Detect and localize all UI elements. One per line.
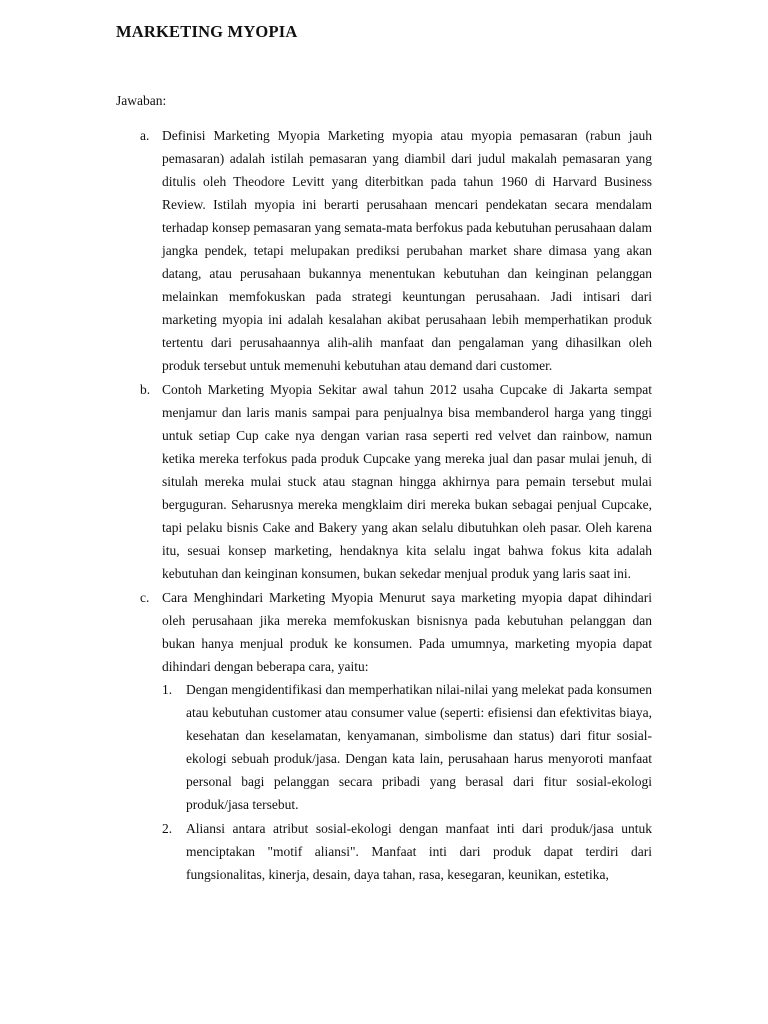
example-paragraph: Contoh Marketing Myopia Sekitar awal tahun 2012 usaha Cupcake di Jakarta sempat menjamur dan laris manis sampai para penjualnya bisa membanderol harga yang tinggi untuk setiap Cup cake nya dengan varian rasa seperti red velvet dan rainbow, namun ketika mereka terfokus pada produk Cupcake yang mereka jual dan pasar mulai jenuh, di situlah mereka mulai stuck atau stagnan hingga akhirnya para pemain tersebut mulai berguguran. Seharusnya mereka mengklaim diri mereka bukan sebagai penjual Cupcake, tapi pelaku bisnis Cake and Bakery yang akan selalu dibutuhkan oleh pasar. Oleh karena itu, sesuai konsep marketing, hendaknya kita selalu ingat bahwa fokus kita adalah kebutuhan dan keinginan konsumen, bukan sekedar menjual produk yang laris saat ini. (162, 382, 652, 581)
list-marker: a. (140, 128, 150, 143)
sublist-paragraph: Aliansi antara atribut sosial-ekologi dengan manfaat inti dari produk/jasa untuk menciptakan "motif aliansi". Manfaat inti dari produk dapat terdiri dari fungsionalitas, kinerja, desain, daya tahan, rasa, kesegaran, keunikan, estetika, (186, 821, 652, 882)
list-item-c (116, 586, 652, 886)
definition-paragraph: Definisi Marketing Myopia Marketing myopia atau myopia pemasaran (rabun jauh pemasaran) adalah istilah pemasaran yang diambil dari judul makalah pemasaran yang ditulis oleh Theodore Levitt yang diterbitkan pada tahun 1960 di Harvard Business Review. Istilah myopia ini berarti perusahaan mencari pendekatan secara mendalam terhadap konsep pemasaran yang semata-mata berfokus pada kebutuhan perusahaan dalam jangka pendek, tetapi melupakan prediksi perubahan market share dimasa yang akan datang, atau perusahaan bukannya menentukan kebutuhan dan keinginan pelanggan melainkan memfokuskan pada strategi keuntungan perusahaan. Jadi intisari dari marketing myopia ini adalah kesalahan akibat perusahaan lebih memperhatikan produk tertentu dari perusahaannya alih-alih manfaat dan pengalaman yang dihasilkan oleh produk tersebut untuk memenuhi kebutuhan atau demand dari customer. (162, 128, 652, 373)
sublist-marker: 2. (162, 821, 173, 836)
list-marker: c. (140, 590, 150, 605)
numbered-sublist (162, 678, 652, 886)
sublist-paragraph: Dengan mengidentifikasi dan memperhatikan nilai-nilai yang melekat pada konsumen atau kebutuhan customer atau consumer value (seperti: efisiensi dan efektivitas biaya, kesehatan dan keselamatan, kenyamanan, simbolisme dan status) dari fitur sosial-ekologi sebuah produk/jasa. Dengan kata lain, perusahaan harus menyoroti manfaat personal bagi pelanggan secara pribadi yang berasal dari fitur sosial-ekologi produk/jasa tersebut. (186, 682, 652, 812)
avoidance-paragraph: Cara Menghindari Marketing Myopia Menurut saya marketing myopia dapat dihindari oleh perusahaan jika mereka memfokuskan bisnisnya pada kebutuhan pelanggan dan bukan hanya menjual produk ke konsumen. Pada umumnya, marketing myopia dapat dihindari dengan beberapa cara, yaitu: (162, 590, 652, 674)
document-title: MARKETING MYOPIA (116, 22, 298, 41)
sublist-marker: 1. (162, 682, 173, 697)
list-item-a (116, 124, 652, 377)
sublist-item (162, 678, 652, 816)
sublist-item (162, 817, 652, 886)
answer-label: Jawaban: (116, 93, 167, 108)
list-marker: b. (140, 382, 151, 397)
list-item-b (116, 378, 652, 585)
answer-list (116, 124, 652, 887)
